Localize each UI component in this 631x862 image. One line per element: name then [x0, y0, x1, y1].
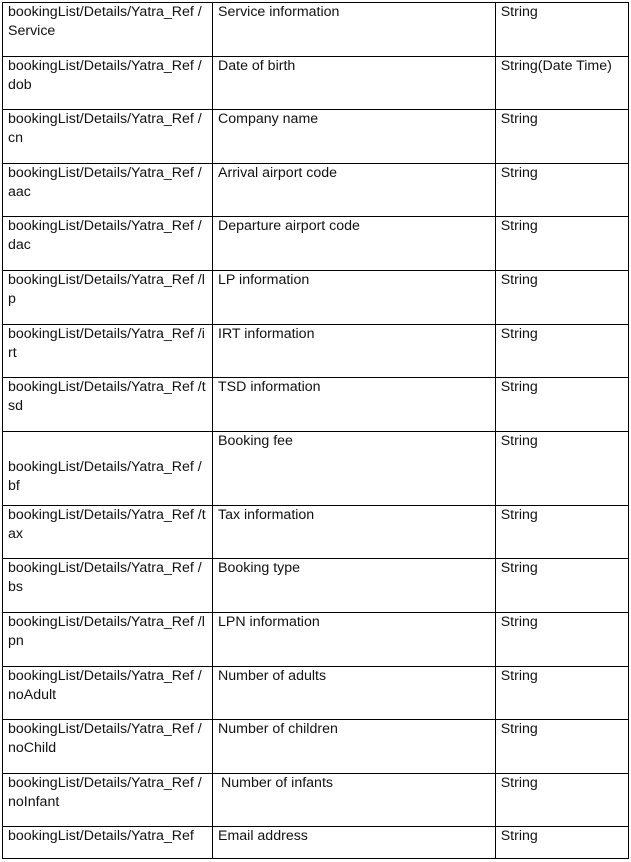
field-description: Email address — [218, 828, 308, 845]
field-path: bookingList/Details/Yatra_Ref /dob — [8, 57, 202, 93]
field-path: bookingList/Details/Yatra_Ref — [8, 828, 194, 845]
field-description: Tax information — [218, 506, 315, 523]
table-row — [3, 110, 629, 164]
field-path-cell — [3, 431, 213, 505]
field-type: String — [500, 506, 538, 523]
table-row — [3, 559, 629, 613]
field-description-cell — [213, 612, 496, 666]
field-description-cell — [213, 324, 496, 378]
field-path: bookingList/Details/Yatra_Ref /tax — [8, 506, 206, 542]
field-path-cell — [3, 270, 213, 324]
field-description: LP information — [218, 271, 310, 288]
field-path: bookingList/Details/Yatra_Ref /aac — [8, 164, 202, 200]
field-description-cell — [213, 431, 496, 505]
table-row — [3, 505, 629, 559]
field-path-cell — [3, 827, 213, 859]
field-description: Number of children — [218, 721, 338, 738]
field-type: String — [500, 432, 538, 449]
field-type-cell — [495, 163, 628, 217]
field-description: Service information — [218, 4, 340, 20]
field-path-cell — [3, 505, 213, 559]
field-type: String — [500, 828, 538, 845]
field-type-cell — [495, 773, 628, 827]
table-row — [3, 3, 629, 57]
field-description: Arrival airport code — [218, 164, 338, 181]
field-type-cell — [495, 612, 628, 666]
field-description-cell — [213, 666, 496, 720]
field-path-cell — [3, 378, 213, 432]
field-description-cell — [213, 773, 496, 827]
field-path-cell — [3, 217, 213, 271]
field-path: bookingList/Details/Yatra_Ref /tsd — [8, 379, 206, 415]
table-row — [3, 217, 629, 271]
field-description: TSD information — [218, 379, 321, 396]
table-row — [3, 56, 629, 110]
table-row — [3, 431, 629, 505]
field-description-cell — [213, 163, 496, 217]
field-description: IRT information — [218, 325, 315, 342]
field-type: String — [500, 721, 538, 738]
field-path: bookingList/Details/Yatra_Ref /bf — [8, 458, 202, 494]
field-description: Company name — [218, 111, 319, 128]
field-path: bookingList/Details/Yatra_Ref /bs — [8, 560, 202, 596]
field-path-cell — [3, 720, 213, 774]
field-description: Date of birth — [218, 57, 296, 74]
table-row — [3, 324, 629, 378]
table-row — [3, 378, 629, 432]
field-type-cell — [495, 270, 628, 324]
field-type-cell — [495, 559, 628, 613]
field-type-cell — [495, 110, 628, 164]
field-path: bookingList/Details/Yatra_Ref /noAdult — [8, 667, 202, 703]
field-spec-table-body — [3, 3, 629, 859]
field-type-cell — [495, 217, 628, 271]
field-type: String — [500, 667, 538, 684]
field-path-cell — [3, 612, 213, 666]
field-path: bookingList/Details/Yatra_Ref /dac — [8, 218, 202, 254]
field-description-cell — [213, 56, 496, 110]
field-spec-table — [2, 2, 629, 859]
field-description-cell — [213, 270, 496, 324]
field-type: String — [500, 613, 538, 630]
field-path: bookingList/Details/Yatra_Ref /Service — [8, 4, 202, 39]
table-row — [3, 773, 629, 827]
field-type-cell — [495, 505, 628, 559]
field-path-cell — [3, 324, 213, 378]
field-type-cell — [495, 378, 628, 432]
field-path: bookingList/Details/Yatra_Ref /noChild — [8, 721, 202, 757]
field-type: String — [500, 774, 538, 791]
field-description-cell — [213, 720, 496, 774]
field-path-cell — [3, 666, 213, 720]
field-description-cell — [213, 110, 496, 164]
table-row — [3, 270, 629, 324]
field-type: String — [500, 4, 538, 20]
field-description: Departure airport code — [218, 218, 360, 235]
field-description: Number of adults — [218, 667, 327, 684]
field-type: String — [500, 379, 538, 396]
field-type: String — [500, 111, 538, 128]
field-type: String — [500, 325, 538, 342]
field-description-cell — [213, 378, 496, 432]
field-path: bookingList/Details/Yatra_Ref /noInfant — [8, 774, 202, 810]
field-path: bookingList/Details/Yatra_Ref /lp — [8, 271, 205, 307]
field-path: bookingList/Details/Yatra_Ref /cn — [8, 111, 202, 147]
field-type-cell — [495, 666, 628, 720]
table-row — [3, 612, 629, 666]
field-type-cell — [495, 56, 628, 110]
field-description-cell — [213, 3, 496, 57]
field-type-cell — [495, 3, 628, 57]
field-type: String — [500, 560, 538, 577]
field-type-cell — [495, 324, 628, 378]
table-row — [3, 163, 629, 217]
field-path-cell — [3, 163, 213, 217]
table-row — [3, 827, 629, 859]
field-description-cell — [213, 505, 496, 559]
field-path: bookingList/Details/Yatra_Ref /irt — [8, 325, 205, 361]
field-description: Booking type — [218, 560, 301, 577]
field-type: String — [500, 218, 538, 235]
field-type: String(Date Time) — [500, 57, 612, 74]
field-description: LPN information — [218, 613, 320, 630]
table-row — [3, 666, 629, 720]
field-description-cell — [213, 559, 496, 613]
field-description: Booking fee — [218, 432, 293, 449]
field-type-cell — [495, 720, 628, 774]
field-path-cell — [3, 773, 213, 827]
table-row — [3, 720, 629, 774]
field-path: bookingList/Details/Yatra_Ref /lpn — [8, 613, 205, 649]
field-path-cell — [3, 3, 213, 57]
field-description: Number of infants — [221, 774, 333, 791]
field-description-cell — [213, 827, 496, 859]
field-type-cell — [495, 827, 628, 859]
field-path-cell — [3, 56, 213, 110]
field-type-cell — [495, 431, 628, 505]
field-description-cell — [213, 217, 496, 271]
field-type: String — [500, 271, 538, 288]
field-type: String — [500, 164, 538, 181]
field-path-cell — [3, 559, 213, 613]
field-path-cell — [3, 110, 213, 164]
